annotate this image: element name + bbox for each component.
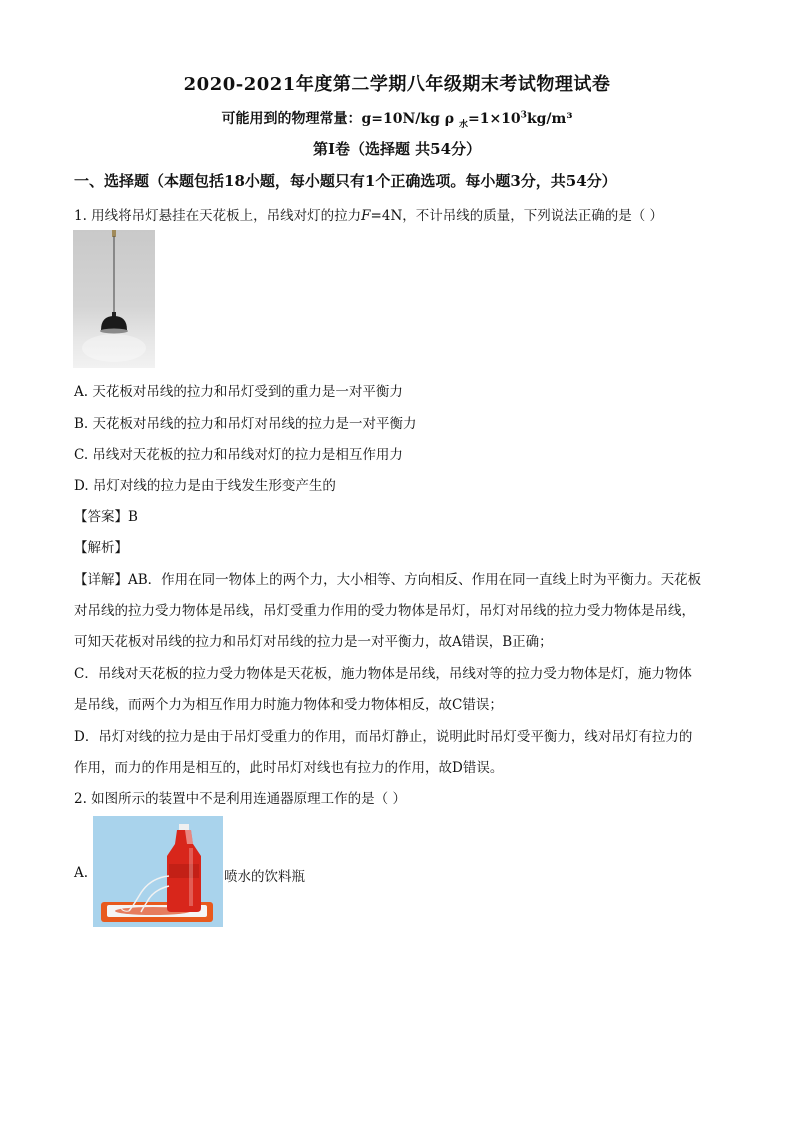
q1-detail-line: 作用，而力的作用是相互的，此时吊灯对线也有拉力的作用，故D错误。 [74, 760, 504, 776]
q1-detail-line: 是吊线，而两个力为相互作用力时施力物体和受力物体相反，故C错误； [74, 697, 503, 713]
q1-detail-line: 【详解】AB．作用在同一物体上的两个力，大小相等、方向相反、作用在同一直线上时为平衡力。天花板 [74, 572, 702, 588]
q1-stem-variable: F [361, 208, 371, 224]
q1-detail-line: D．吊灯对线的拉力是由于吊灯受重力的作用，而吊灯静止，说明此时吊灯受平衡力，线对吊灯有拉力的 [74, 729, 693, 745]
q1-answer: 【答案】B [74, 509, 138, 525]
q2-option-a-caption: 喷水的饮料瓶 [224, 869, 305, 885]
constants-subscript: 水 [458, 119, 468, 130]
exam-title: 2020-2021年度第二学期八年级期末考试物理试卷 [183, 74, 611, 95]
constants-prefix: 可能用到的物理常量：g=10N/kg ρ [221, 111, 459, 127]
physical-constants [0, 108, 794, 130]
constants-superscript: 3 [520, 110, 527, 121]
volume-heading: 第Ⅰ卷（选择题 共54分） [312, 140, 482, 158]
q1-detail-line: 对吊线的拉力受力物体是吊线，吊灯受重力作用的受力物体是吊灯，吊灯对吊线的拉力受力物体是吊线， [74, 603, 695, 619]
q1-detail-line: C．吊线对天花板的拉力受力物体是天花板，施力物体是吊线，吊线对等的拉力受力物体是灯，施力物体 [74, 666, 692, 682]
q1-detail-line: 可知天花板对吊线的拉力和吊灯对吊线的拉力是一对平衡力，故A错误，B正确； [74, 634, 553, 650]
q1-option-a: A. 天花板对吊线的拉力和吊灯受到的重力是一对平衡力 [74, 384, 403, 400]
pendant-lamp-icon [73, 230, 155, 368]
q1-stem-part-b: =4N，不计吊线的质量，下列说法正确的是（ ） [370, 208, 664, 224]
q1-analysis-label: 【解析】 [74, 540, 128, 556]
constants-mid: =1×10 [467, 111, 521, 127]
drink-bottle-image [93, 816, 223, 927]
water-spraying-bottle-icon [93, 816, 223, 927]
q1-option-b: B. 天花板对吊线的拉力和吊灯对吊线的拉力是一对平衡力 [74, 416, 417, 432]
q1-option-d: D. 吊灯对线的拉力是由于线发生形变产生的 [74, 478, 336, 494]
q2-option-a-letter: A. [74, 865, 89, 881]
constants-suffix: kg/m³ [526, 111, 573, 127]
pendant-lamp-image [73, 230, 155, 368]
q2-stem: 2. 如图所示的装置中不是利用连通器原理工作的是（ ） [74, 791, 406, 807]
section-heading: 一、选择题（本题包括18小题，每小题只有1个正确选项。每小题3分，共54分） [74, 172, 617, 190]
q1-stem-part-a: 1. 用线将吊灯悬挂在天花板上，吊线对灯的拉力 [74, 208, 362, 224]
q1-option-c: C. 吊线对天花板的拉力和吊线对灯的拉力是相互作用力 [74, 447, 403, 463]
q1-stem [74, 204, 663, 224]
